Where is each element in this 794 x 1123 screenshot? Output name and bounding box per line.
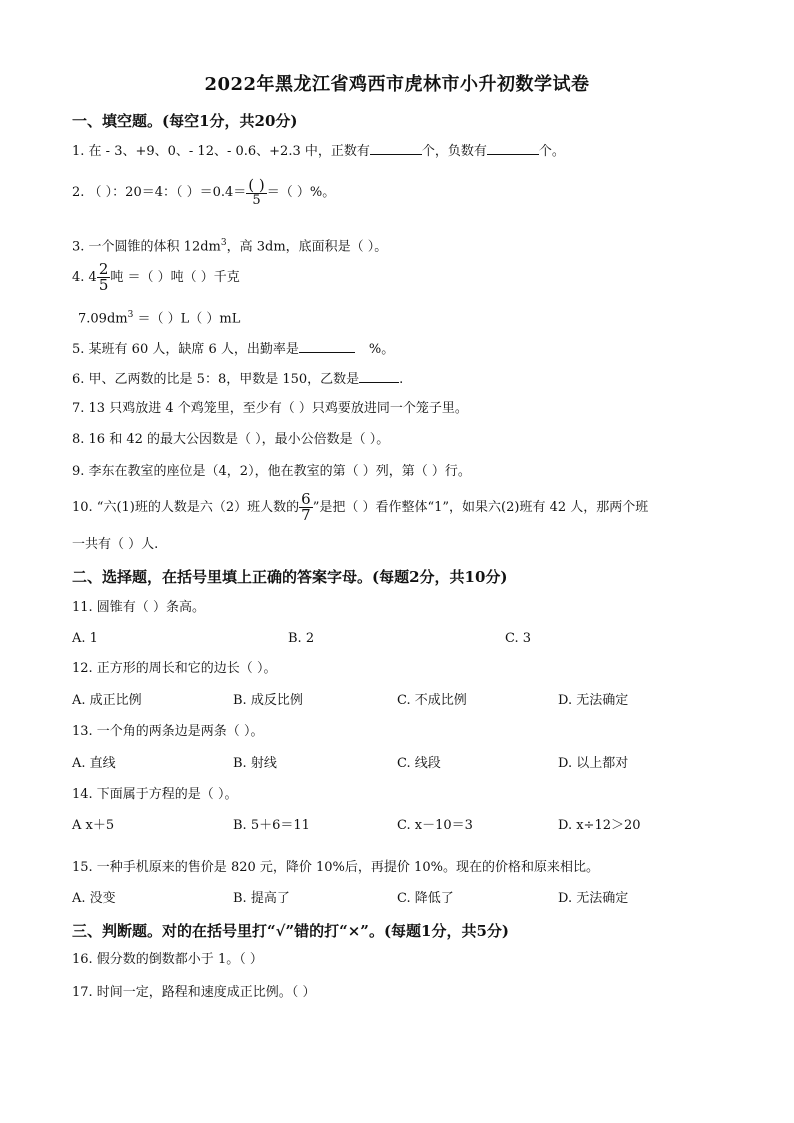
question-17: 17. 时间一定，路程和速度成正比例。（ ） bbox=[72, 985, 316, 1000]
question-12: 12. 正方形的周长和它的边长（ ）。 bbox=[72, 661, 277, 676]
question-2: 2. （ ）：20＝4：（ ）＝0.4＝ $\frac{( )}{5}$ ＝（ ）%。 bbox=[72, 176, 336, 208]
question-1: 1. 在 - 3、+9、0、- 12、- 0.6、+2.3 中，正数有 个，负数有 个。 bbox=[72, 144, 565, 159]
section-heading-judgment: 三、判断题。对的在括号里打“√”错的打“×”。(每题1分，共5分) bbox=[72, 922, 510, 940]
option-d[interactable]: D. x÷12＞20 bbox=[558, 818, 641, 833]
question-4: 4. 4 $\frac{2}{5}$ 吨 ＝（ ）吨（ ）千克 bbox=[72, 260, 240, 294]
option-a[interactable]: A. 没变 bbox=[72, 891, 116, 906]
question-11: 11. 圆锥有（ ）条高。 bbox=[72, 600, 205, 615]
option-d[interactable]: D. 以上都对 bbox=[558, 756, 629, 771]
option-d[interactable]: D. 无法确定 bbox=[558, 693, 629, 708]
question-13: 13. 一个角的两条边是两条（ ）。 bbox=[72, 724, 264, 739]
question-5: 5. 某班有 60 人，缺席 6 人，出勤率是 %。 bbox=[72, 342, 395, 357]
section-heading-choice: 二、选择题，在括号里填上正确的答案字母。(每题2分，共10分) bbox=[72, 568, 508, 586]
option-c[interactable]: C. 线段 bbox=[397, 756, 441, 771]
question-3: 3. 一个圆锥的体积 $12dm^3$，高 3dm，底面积是（ ）。 bbox=[72, 238, 388, 255]
option-a[interactable]: A. 1 bbox=[72, 631, 98, 646]
option-a[interactable]: A x＋5 bbox=[72, 818, 115, 833]
option-c[interactable]: C. x－10＝3 bbox=[397, 818, 473, 833]
answer-blank[interactable] bbox=[359, 370, 399, 383]
fraction: $\frac{2}{5}$ bbox=[98, 260, 109, 294]
option-b[interactable]: B. 射线 bbox=[233, 756, 277, 771]
option-b[interactable]: B. 成反比例 bbox=[233, 693, 303, 708]
answer-blank[interactable] bbox=[487, 142, 539, 155]
option-b[interactable]: B. 2 bbox=[288, 631, 315, 646]
question-10: 10. “六(1)班的人数是六（2）班人数的 $\frac{6}{7}$ ”是把（ ）看作整体“1”，如果六(2)班有 42 人，那两个班 bbox=[72, 490, 649, 524]
fraction: $\frac{( )}{5}$ bbox=[248, 176, 265, 208]
option-c[interactable]: C. 降低了 bbox=[397, 891, 454, 906]
option-a[interactable]: A. 直线 bbox=[72, 756, 116, 771]
question-7: 7. 13 只鸡放进 4 个鸡笼里，至少有（ ）只鸡要放进同一个笼子里。 bbox=[72, 401, 468, 416]
question-10-part-2: 一共有（ ）人. bbox=[72, 537, 159, 552]
option-a[interactable]: A. 成正比例 bbox=[72, 693, 142, 708]
page-title: 2022年黑龙江省鸡西市虎林市小升初数学试卷 bbox=[204, 74, 590, 95]
question-14: 14. 下面属于方程的是（ ）。 bbox=[72, 787, 238, 802]
question-4-part-2: $7.09dm^3$ ＝（ ）L（ ）mL bbox=[78, 310, 241, 327]
answer-blank[interactable] bbox=[299, 340, 355, 353]
answer-blank[interactable] bbox=[370, 142, 422, 155]
question-16: 16. 假分数的倒数都小于 1。（ ） bbox=[72, 952, 263, 967]
option-c[interactable]: C. 不成比例 bbox=[397, 693, 467, 708]
question-15: 15. 一种手机原来的售价是 820 元，降价 10%后，再提价 10%。现在的价格和原来相比。 bbox=[72, 860, 599, 875]
section-heading-fill-in: 一、填空题。(每空1分，共20分) bbox=[72, 112, 298, 130]
option-c[interactable]: C. 3 bbox=[505, 631, 532, 646]
question-9: 9. 李东在教室的座位是（4，2），他在教室的第（ ）列，第（ ）行。 bbox=[72, 464, 471, 479]
option-d[interactable]: D. 无法确定 bbox=[558, 891, 629, 906]
option-b[interactable]: B. 提高了 bbox=[233, 891, 290, 906]
question-8: 8. 16 和 42 的最大公因数是（ ），最小公倍数是（ ）。 bbox=[72, 432, 390, 447]
fraction: $\frac{6}{7}$ bbox=[301, 490, 311, 524]
question-6: 6. 甲、乙两数的比是 5：8，甲数是 150，乙数是 . bbox=[72, 372, 404, 387]
option-b[interactable]: B. 5＋6＝11 bbox=[233, 818, 310, 833]
